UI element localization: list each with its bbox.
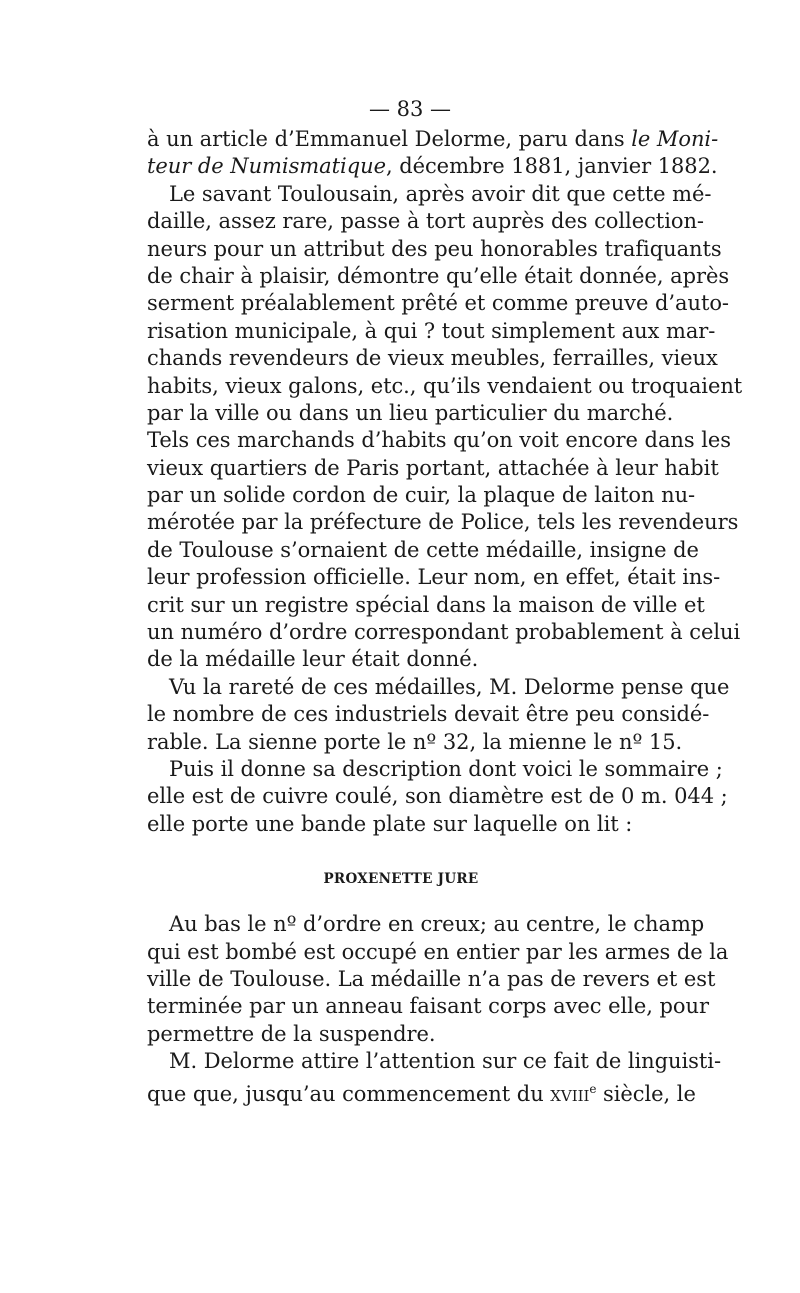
text-span: siècle, le: [596, 1081, 696, 1106]
text-line: mérotée par la préfecture de Police, tels les revendeurs: [147, 510, 739, 535]
text-span: à un article d’Emmanuel Delorme, paru dans: [147, 127, 632, 151]
text-line: Le savant Toulousain, après avoir dit que cette mé-: [169, 181, 712, 206]
text-line: le nombre de ces industriels devait être peu considé-: [147, 702, 710, 727]
text-span: , décembre 1881, janvier 1882.: [385, 154, 718, 179]
text-line: [147, 126, 719, 153]
paragraph: [147, 756, 728, 838]
text-line: [147, 1076, 696, 1106]
text-line: crit sur un registre spécial dans la maison de ville et: [147, 592, 705, 617]
italic-text: le Moni-: [631, 127, 719, 151]
text-line: serment préalablement prêté et comme preuve d’auto-: [147, 291, 729, 316]
text-line: un numéro d’ordre correspondant probablement à celui: [147, 620, 741, 645]
text-line: neurs pour un attribut des peu honorables trafiquants: [147, 236, 722, 261]
text-line: permettre de la suspendre.: [147, 1021, 436, 1046]
text-line: par la ville ou dans un lieu particulier du marché.: [147, 400, 674, 425]
text-line: leur profession officielle. Leur nom, en effet, était ins-: [147, 565, 721, 590]
text-line: [147, 153, 718, 180]
inscription-heading: PROXENETTE JURE: [323, 871, 479, 888]
text-line: elle est de cuivre coulé, son diamètre est de 0 m. 044 ;: [147, 784, 728, 809]
italic-text: teur de Numismatique: [147, 154, 386, 179]
text-line: Au bas le nº d’ordre en creux; au centre, le champ: [169, 912, 705, 937]
paragraph: [147, 1048, 721, 1106]
paragraph: [147, 181, 743, 674]
text-line: Puis il donne sa description dont voici le sommaire ;: [169, 756, 723, 781]
book-page: [147, 96, 743, 1106]
text-line: de chair à plaisir, démontre qu’elle était donnée, après: [147, 263, 730, 288]
text-line: risation municipale, à qui ? tout simplement aux mar-: [147, 318, 716, 343]
paragraph-continuation: [147, 126, 719, 181]
page-number: — 83 —: [368, 97, 452, 121]
roman-numeral: xviii: [550, 1081, 590, 1106]
text-span: que que, jusqu’au commencement du: [147, 1081, 551, 1106]
text-line: elle porte une bande plate sur laquelle on lit :: [147, 811, 633, 836]
paragraph: [147, 674, 730, 756]
superscript: e: [589, 1081, 597, 1096]
text-line: vieux quartiers de Paris portant, attachée à leur habit: [147, 455, 719, 480]
paragraph: [147, 911, 729, 1048]
text-line: chands revendeurs de vieux meubles, ferrailles, vieux: [147, 346, 718, 371]
text-line: de Toulouse s’ornaient de cette médaille, insigne de: [147, 537, 699, 562]
text-line: habits, vieux galons, etc., qu’ils vendaient ou troquaient: [147, 373, 743, 398]
text-line: Tels ces marchands d’habits qu’on voit encore dans les: [147, 428, 732, 453]
text-line: M. Delorme attire l’attention sur ce fait de linguisti-: [169, 1049, 721, 1074]
text-line: daille, assez rare, passe à tort auprès des collection-: [147, 209, 704, 234]
text-line: par un solide cordon de cuir, la plaque de laiton nu-: [147, 483, 696, 508]
text-line: qui est bombé est occupé en entier par les armes de la: [147, 939, 729, 964]
text-line: Vu la rareté de ces médailles, M. Delorme pense que: [169, 674, 730, 699]
text-line: ville de Toulouse. La médaille n’a pas de revers et est: [147, 966, 716, 991]
text-line: rable. La sienne porte le nº 32, la mienne le nº 15.: [147, 729, 683, 754]
text-line: terminée par un anneau faisant corps avec elle, pour: [147, 994, 709, 1019]
text-line: de la médaille leur était donné.: [147, 647, 479, 672]
